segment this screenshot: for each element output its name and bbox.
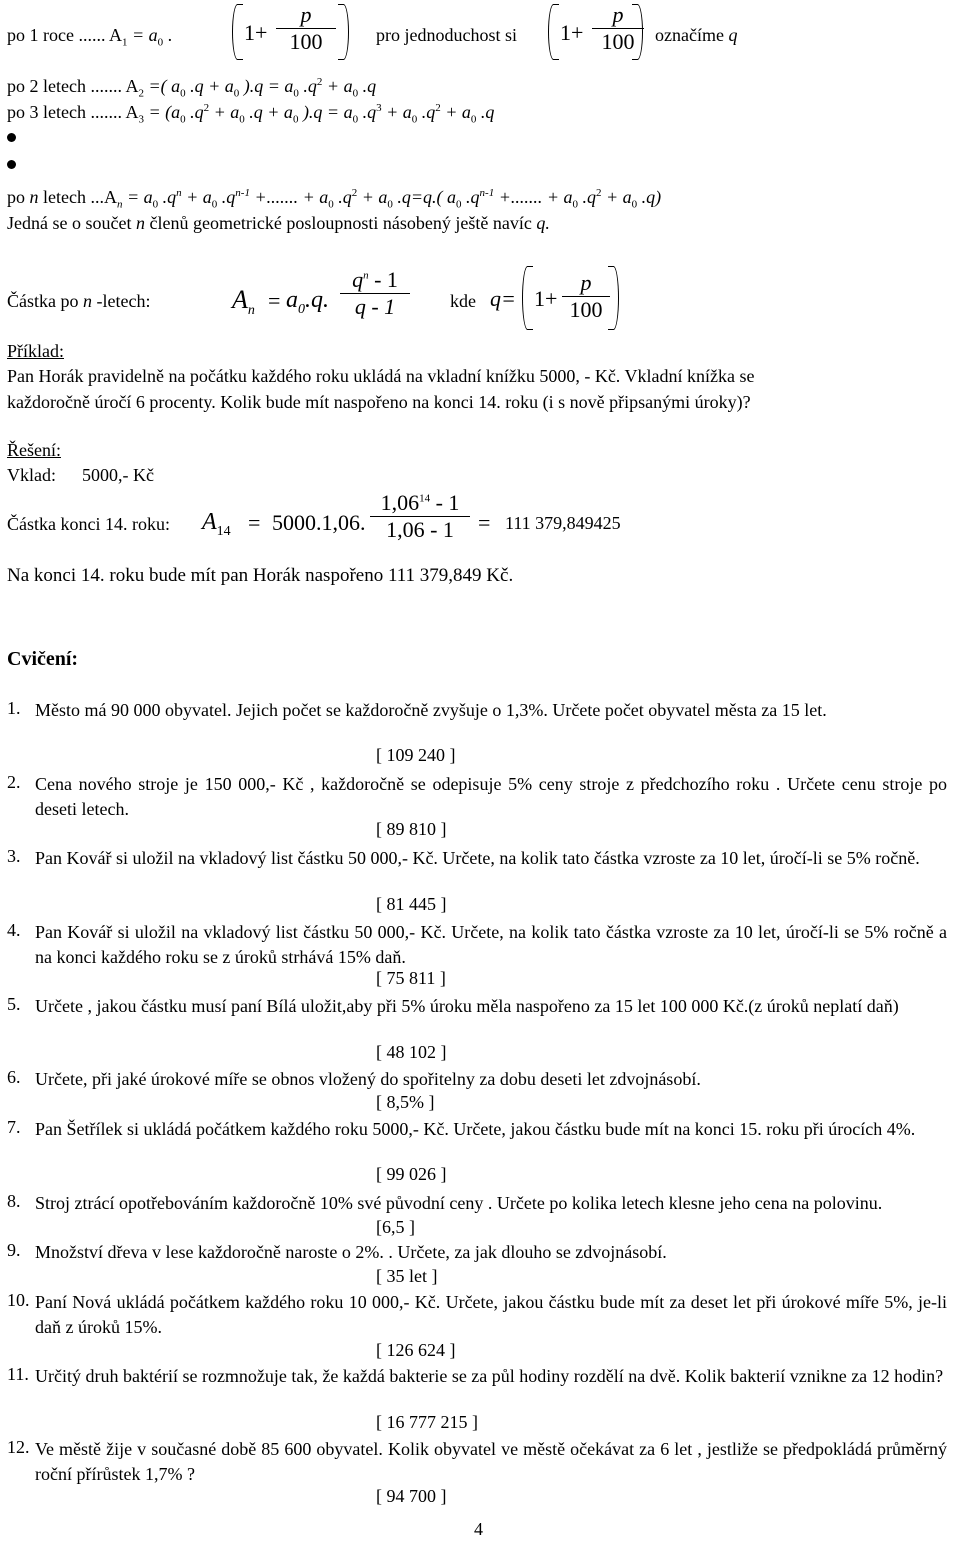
exercise-text: Stroj ztrácí opotřebováním každoročně 10% své původní ceny . Určete po kolika letech klesne jeho cena na polovinu. [35,1193,883,1213]
exercise-answer: [ 81 445 ] [376,894,447,914]
exercise-number: 5. [7,994,21,1014]
solution-A: $A_{14}$ [202,509,231,539]
paren-right-3 [608,266,619,330]
exercise-answer: [ 109 240 ] [376,745,456,765]
exercise-number: 12. [7,1437,30,1457]
solution-heading: Řešení: [7,440,61,460]
exercise-number: 9. [7,1240,21,1260]
derivation-line-1: po 1 roce ...... $A_1 = a_0$ . [7,25,173,49]
exercise-answer: [6,5 ] [376,1217,415,1237]
castka-label: Částka konci 14. roku: [7,514,170,534]
exercises-heading: Cvičení: [7,648,79,670]
derivation-line-n: po n letech $...A_n = a_0$ $.q^n + a_0$ $.q^{n-1}$ +....... + $a_0$ $.q^2 + a_0$ .q=q.( $a_0$ $.q^{n-1}$ +....... + $a_0$ $.q^2 + a_0$ .q) [7,187,662,211]
formula-q-eq: q= [490,286,516,311]
example-text-1: Pan Horák pravidelně na počátku každého roku ukládá na vkladní knížku 5000, - Kč. Vkladní knížka se [7,366,755,386]
derivation-note: pro jednoduchost si [376,25,517,45]
exercise-number: 7. [7,1117,21,1137]
formula-A: $A_n$ [232,285,255,319]
example-text-2: každoročně úročí 6 procenty. Kolik bude mít naspořeno na konci 14. roku (i s nově připsanými úroky)? [7,392,751,412]
fraction-p-100-2: $\frac{p}{100}$ [592,2,644,55]
fraction-p-100: $\frac{p}{100}$ [276,2,336,55]
vklad-label: Vklad: [7,465,56,485]
exercise-answer: [ 8,5% ] [376,1092,435,1112]
formula-fraction-p: $\frac{p}{100}$ [562,270,610,323]
bullet-dot [7,160,16,169]
exercise-text: Určitý druh baktérií se rozmnožuje tak, že každá bakterie se za půl hodiny rozdělí na dvě. Kolik bakterií vznikne za 12 hodin? [35,1366,944,1386]
paren-right [338,4,349,60]
exercise-text: Paní Nová ukládá počátkem každého roku 10 000,- Kč. Určete, jakou částku bude mít za deset let při úrokové míře 5%, je-li daň z úroků 15%. [35,1292,947,1337]
exercise-number: 4. [7,920,21,940]
paren-right-2 [632,4,643,60]
solution-eq1: = [248,510,261,535]
exercise-number: 3. [7,846,21,866]
exercise-answer: [ 89 810 ] [376,819,447,839]
exercise-text: Určete, při jaké úrokové míře se obnos vložený do spořitelny za dobu deseti let zdvojnásobí. [35,1069,701,1089]
exercise-text: Město má 90 000 obyvatel. Jejich počet se každoročně zvyšuje o 1,3%. Určete počet obyvatel města za 15 let. [35,700,827,720]
exercise-text: Cena nového stroje je 150 000,- Kč , každoročně se odepisuje 5% ceny stroje z předchozího roku . Určete cenu stroje po deseti letech. [35,774,947,819]
exercise-text: Ve městě žije v současné době 85 600 obyvatel. Kolik obyvatel ve městě očekávat za 6 let , jestliže se předpokládá průměrný roční přírůstek 1,7% ? [35,1439,947,1484]
formula-kde: kde [450,291,476,311]
exercise-text: Pan Kovář si uložil na vkladový list částku 50 000,- Kč. Určete, na kolik tato částka vzroste za 10 let, úročí-li se 5% ročně. [35,848,920,868]
solution-eq2: = [478,510,491,535]
exercise-number: 10. [7,1290,30,1310]
exercise-answer: [ 126 624 ] [376,1340,456,1360]
exercise-text: Pan Šetřílek si ukládá počátkem každého roku 5000,- Kč. Určete, jakou částku bude mít na konci 15. roku při úrocích 4%. [35,1119,916,1139]
exercise-answer: [ 75 811 ] [376,968,446,988]
bullet-dot [7,133,16,142]
one-plus: 1+ [244,20,268,45]
derivation-line-2: po 2 letech ....... $A_2$ =( $a_0$ $.q + a_0$ )$.q = a_0$ $.q^2 + a_0$ .q [7,76,377,100]
derivation-end: označíme q [655,25,738,45]
exercise-text: Určete , jakou částku musí paní Bílá uložit,aby při 5% úroku měla naspořeno za 15 let 100 000 Kč.(z úroků neplatí daň) [35,996,899,1016]
formula-eq: = [268,288,281,313]
exercise-text: Pan Kovář si uložil na vkladový list částku 50 000,- Kč. Určete, na kolik tato částka vzroste za 10 let, úročí-li se 5% ročně a na konci každého roku se z úroků strhává 15% daň. [35,922,947,967]
formula-fraction: $\frac{q^n - 1}{q - 1}$ [340,267,410,320]
exercise-answer: [ 48 102 ] [376,1042,447,1062]
exercise-number: 6. [7,1067,21,1087]
solution-fraction: $\frac{1,06^{14} - 1}{1,06 - 1}$ [370,490,470,543]
example-heading: Příklad: [7,341,64,361]
vklad-value: 5000,- Kč [82,465,154,485]
formula-label: Částka po n -letech: [7,291,151,311]
paren-left-2 [548,4,559,60]
paren-left [232,4,243,60]
exercise-number: 11. [7,1364,29,1384]
page-number: 4 [474,1519,483,1539]
derivation-note-line: Jedná se o součet n členů geometrické posloupnosti násobený ještě navíc q. [7,213,550,233]
exercise-number: 8. [7,1191,21,1211]
one-plus-2: 1+ [560,20,584,45]
exercise-text: Množství dřeva v lese každoročně naroste o 2%. . Určete, za jak dlouho se zdvojnásobí. [35,1242,667,1262]
solution-expr: 5000.1,06. [272,510,366,535]
exercise-answer: [ 35 let ] [376,1266,438,1286]
exercise-answer: [ 99 026 ] [376,1164,447,1184]
exercise-number: 1. [7,698,21,718]
exercise-answer: [ 94 700 ] [376,1486,447,1506]
exercise-number: 2. [7,772,21,792]
one-plus-3: 1+ [534,286,558,311]
paren-left-3 [522,266,533,330]
formula-a0: $a_0.q$. [286,287,329,317]
solution-conclusion: Na konci 14. roku bude mít pan Horák naspořeno 111 379,849 Kč. [7,565,514,586]
exercise-answer: [ 16 777 215 ] [376,1412,478,1432]
solution-result: 111 379,849425 [505,513,621,533]
derivation-line-3: po 3 letech ....... $A_3 = (a_0$ $.q^2 + a_0$ $.q + a_0$ )$.q = a_0$ $.q^3 + a_0$ $.q^2 + a_0$ .q [7,102,495,126]
